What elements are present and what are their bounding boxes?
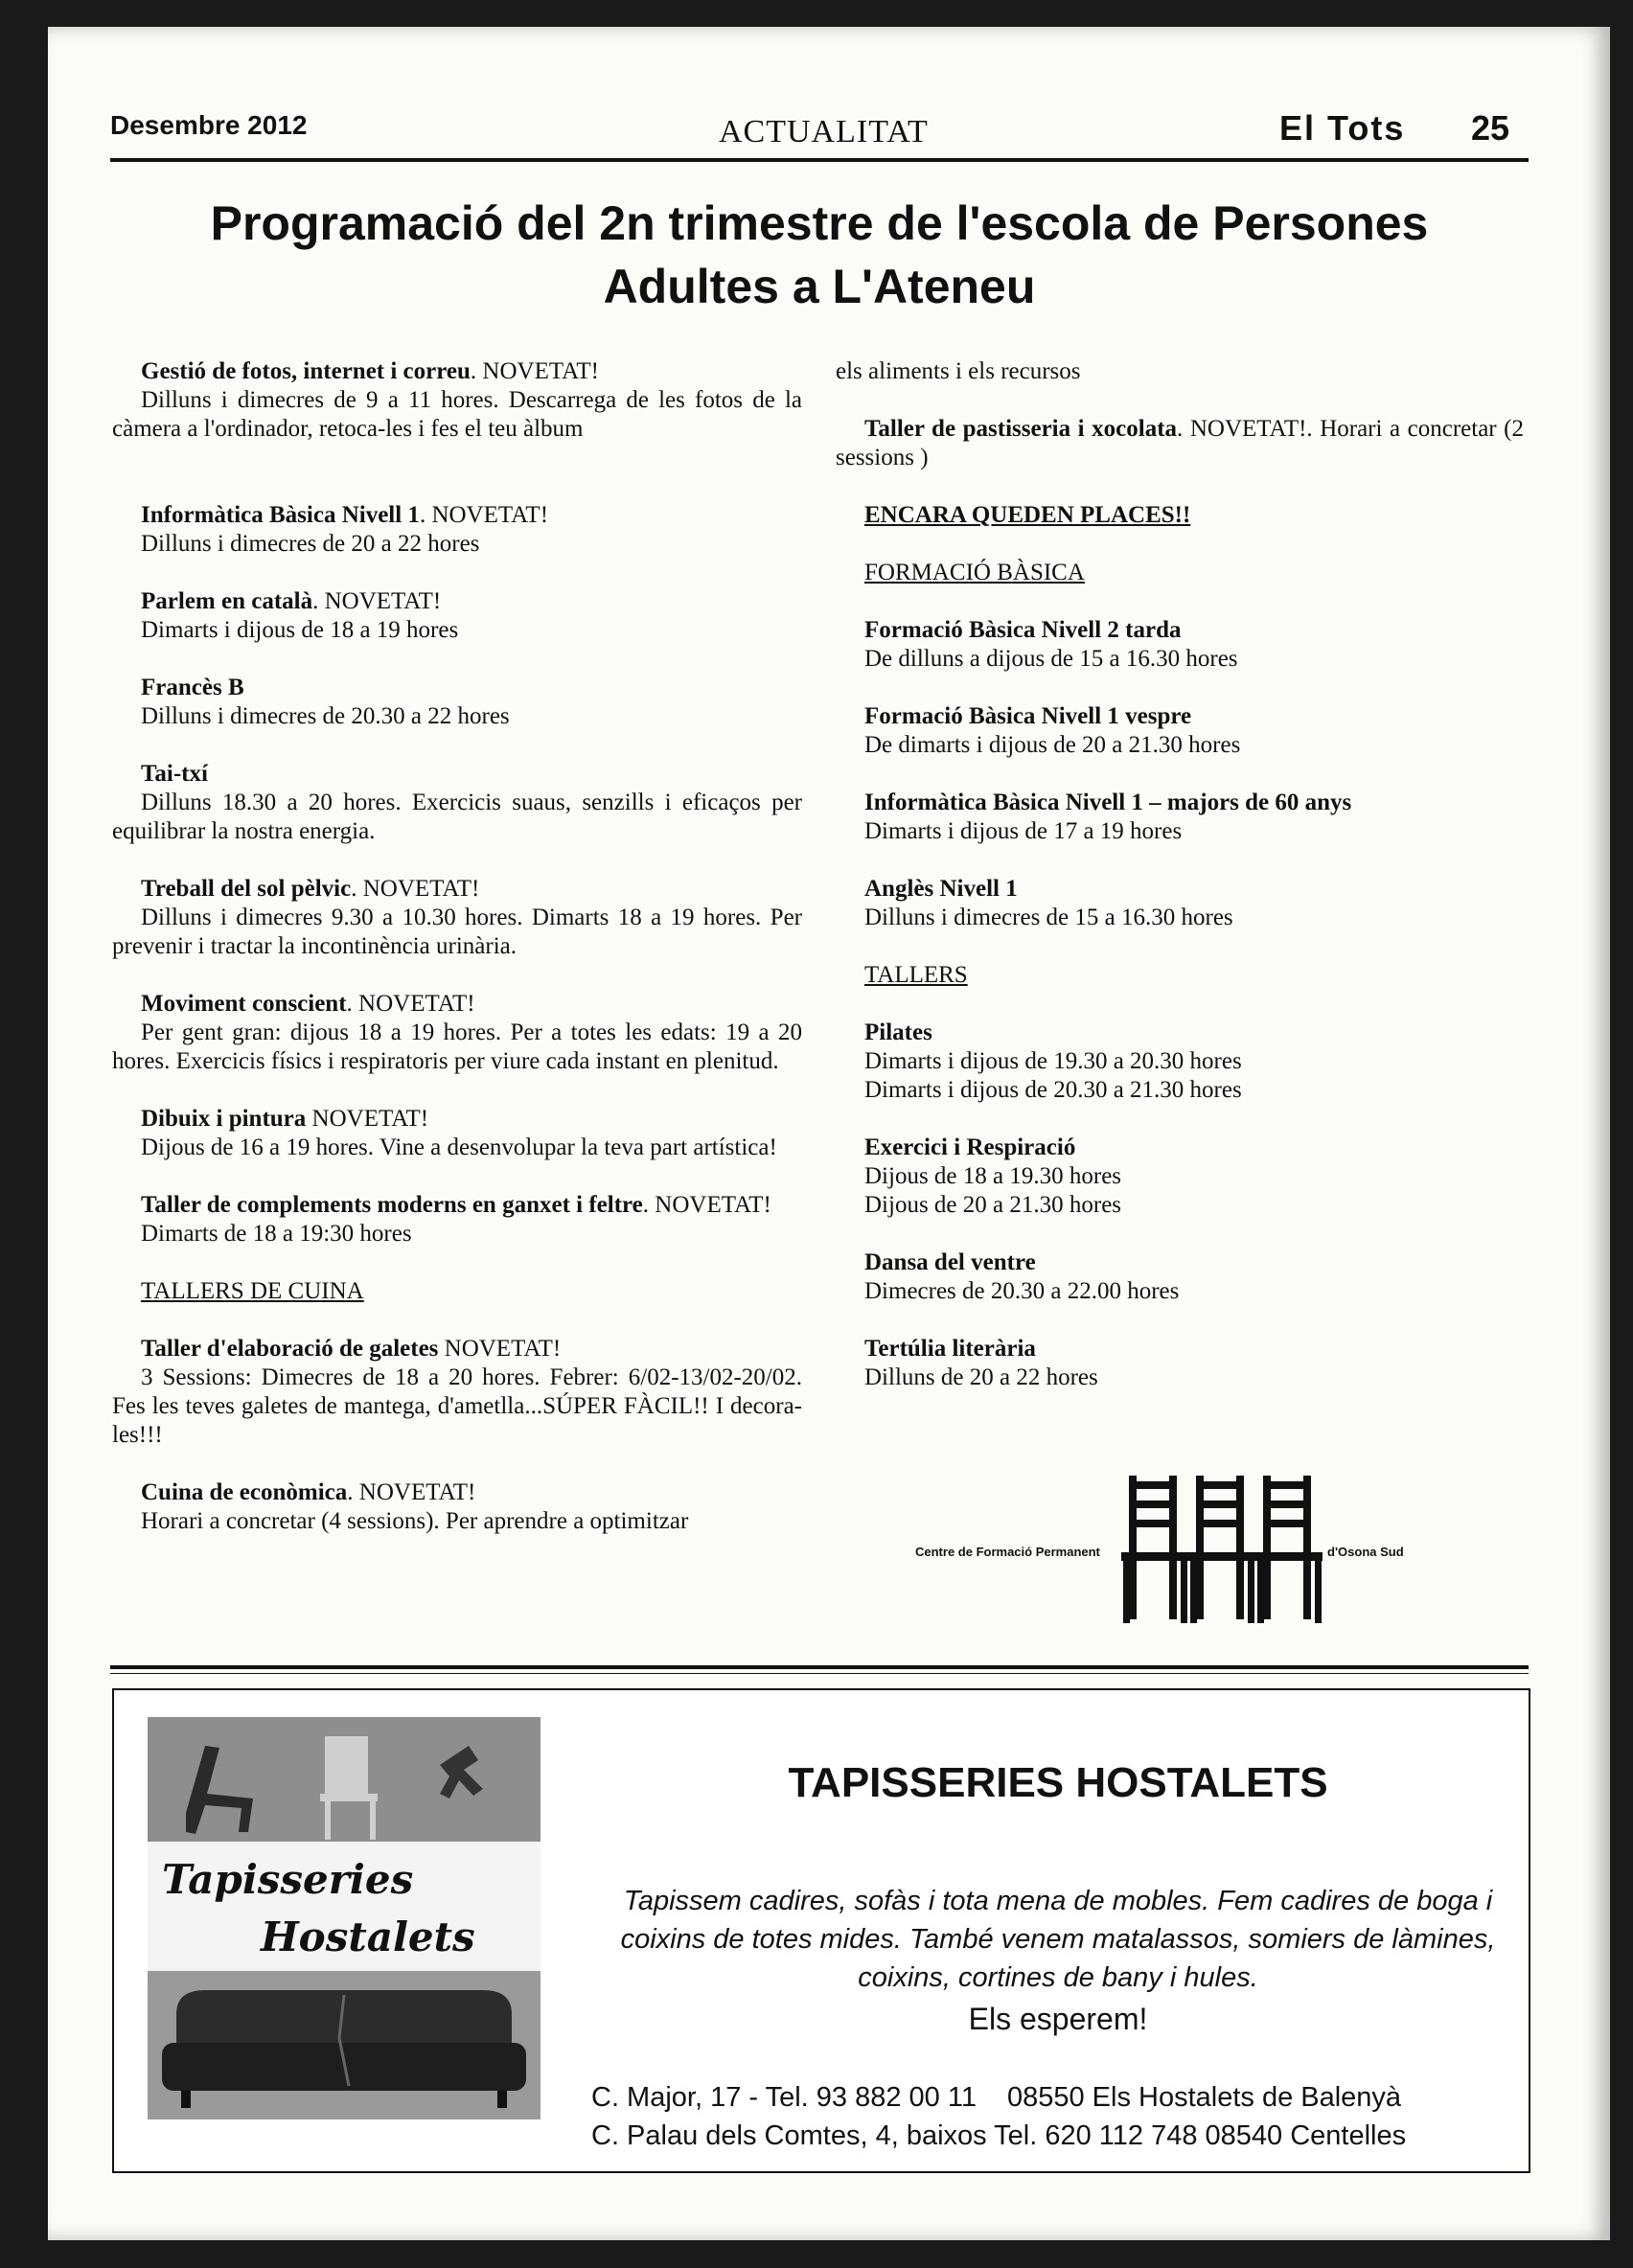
course-title: Taller de pastisseria i xocolata bbox=[864, 416, 1178, 442]
course-desc: De dilluns a dijous de 15 a 16.30 hores bbox=[864, 646, 1238, 672]
course-entry bbox=[112, 357, 802, 444]
left-column bbox=[112, 357, 802, 1565]
article-title-line1: Programació del 2n trimestre de l'escola de Persones bbox=[210, 196, 1429, 250]
course-entry bbox=[836, 415, 1524, 472]
course-title: Treball del sol pèlvic bbox=[141, 876, 352, 902]
ad-logo-line2: Hostalets bbox=[261, 1913, 475, 1960]
course-title: Taller de complements moderns en ganxet i feltre bbox=[141, 1192, 643, 1218]
course-tag: . NOVETAT! bbox=[351, 876, 480, 902]
course-tag: . NOVETAT! bbox=[642, 1192, 771, 1218]
course-tag: . NOVETAT! bbox=[312, 588, 442, 614]
course-title: Formació Bàsica Nivell 1 vespre bbox=[864, 703, 1192, 729]
advertisement bbox=[112, 1688, 1530, 2173]
ad-logo-image bbox=[148, 1717, 540, 2119]
course-desc: Dimarts i dijous de 20.30 a 21.30 hores bbox=[864, 1077, 1242, 1103]
course-entry bbox=[112, 1105, 802, 1162]
chairs-icon bbox=[1121, 1476, 1322, 1629]
course-desc: Dijous de 18 a 19.30 hores bbox=[864, 1163, 1122, 1189]
course-entry bbox=[112, 501, 802, 559]
course-desc: Dimarts i dijous de 17 a 19 hores bbox=[864, 818, 1183, 844]
course-entry bbox=[836, 616, 1524, 674]
article-title bbox=[110, 192, 1529, 318]
course-desc: Dilluns i dimecres de 20.30 a 22 hores bbox=[141, 703, 510, 729]
course-desc: Dijous de 16 a 19 hores. Vine a desenvolupar la teva part artística! bbox=[141, 1134, 777, 1160]
course-title: Cuina de econòmica bbox=[141, 1479, 348, 1505]
magazine-name: El Tots bbox=[1279, 108, 1406, 148]
course-title: Informàtica Bàsica Nivell 1 bbox=[141, 502, 420, 528]
course-entry bbox=[836, 875, 1524, 932]
course-title: Dibuix i pintura bbox=[141, 1106, 307, 1132]
course-title: Exercici i Respiració bbox=[864, 1134, 1076, 1160]
course-entry bbox=[836, 1019, 1524, 1105]
course-entry bbox=[836, 1249, 1524, 1306]
course-title: Dansa del ventre bbox=[864, 1249, 1036, 1275]
course-title: Parlem en català bbox=[141, 588, 313, 614]
course-entry bbox=[836, 1335, 1524, 1392]
course-desc: Dilluns i dimecres de 20 a 22 hores bbox=[141, 531, 480, 557]
article-title-line2: Adultes a L'Ateneu bbox=[603, 260, 1036, 313]
continued-text: els aliments i els recursos bbox=[836, 358, 1081, 384]
course-desc: Dimecres de 20.30 a 22.00 hores bbox=[864, 1278, 1180, 1304]
course-entry bbox=[112, 1191, 802, 1249]
course-tag: . NOVETAT! bbox=[470, 358, 599, 384]
ad-title: TAPISSERIES HOSTALETS bbox=[788, 1759, 1328, 1806]
cuina-heading: TALLERS DE CUINA bbox=[141, 1278, 364, 1304]
course-desc: De dimarts i dijous de 20 a 21.30 hores bbox=[864, 732, 1241, 758]
course-desc: Dilluns i dimecres 9.30 a 10.30 hores. Dimarts 18 a 19 hores. Per prevenir i tractar la incontinència urinària. bbox=[112, 905, 802, 959]
course-entry bbox=[836, 702, 1524, 760]
ad-description: Tapissem cadires, sofàs i tota mena de mobles. Fem cadires de boga i coixins de totes mides. També venem matalassos, somiers de làmines, coixins, cortines de bany i hules. bbox=[620, 1886, 1496, 1993]
chair-photos-icon bbox=[148, 1717, 540, 1842]
course-desc: Dilluns i dimecres de 9 a 11 hores. Descarrega de les fotos de la càmera a l'ordinador, retoca-les i fes el teu àlbum bbox=[112, 387, 802, 442]
places-heading: ENCARA QUEDEN PLACES!! bbox=[864, 502, 1191, 528]
course-desc: Dilluns de 20 a 22 hores bbox=[864, 1364, 1098, 1390]
course-desc: Dimarts i dijous de 19.30 a 20.30 hores bbox=[864, 1048, 1242, 1074]
right-column bbox=[836, 357, 1524, 1421]
course-entry bbox=[836, 789, 1524, 846]
course-title: Gestió de fotos, internet i correu bbox=[141, 358, 471, 384]
course-desc: Dilluns i dimecres de 15 a 16.30 hores bbox=[864, 905, 1233, 930]
page-header bbox=[110, 101, 1529, 162]
course-tag: . NOVETAT! bbox=[419, 502, 549, 528]
ad-address-2: C. Palau dels Comtes, 4, baixos Tel. 620 112 748 08540 Centelles bbox=[591, 2120, 1407, 2151]
course-entry bbox=[112, 587, 802, 645]
section-divider-thin bbox=[110, 1673, 1529, 1674]
course-entry bbox=[112, 760, 802, 846]
section-divider bbox=[110, 1665, 1529, 1669]
course-tag: NOVETAT! bbox=[306, 1106, 429, 1132]
course-title: Taller d'elaboració de galetes bbox=[141, 1336, 439, 1362]
course-title: Francès B bbox=[141, 675, 244, 700]
cfp-logo-text-left: Centre de Formació Permanent bbox=[915, 1545, 1100, 1559]
course-tag: NOVETAT! bbox=[438, 1336, 562, 1362]
sofa-icon bbox=[148, 1971, 540, 2119]
ad-address-1a: C. Major, 17 - Tel. 93 882 00 11 bbox=[591, 2082, 977, 2113]
course-tag: . NOVETAT!. Horari a concretar (2 sessions ) bbox=[836, 416, 1525, 470]
course-title: Tai-txí bbox=[141, 761, 208, 787]
course-entry bbox=[112, 990, 802, 1076]
course-title: Pilates bbox=[864, 1019, 932, 1045]
basica-heading: FORMACIÓ BÀSICA bbox=[864, 560, 1085, 585]
ad-cta: Els esperem! bbox=[968, 2002, 1148, 2036]
course-desc: Dimarts i dijous de 18 a 19 hores bbox=[141, 617, 459, 643]
issue-date: Desembre 2012 bbox=[110, 110, 308, 140]
course-entry bbox=[836, 1134, 1524, 1220]
course-tag: . NOVETAT! bbox=[346, 991, 475, 1017]
course-entry bbox=[112, 674, 802, 731]
course-desc: Dijous de 20 a 21.30 hores bbox=[864, 1192, 1122, 1218]
course-title: Informàtica Bàsica Nivell 1 – majors de 60 anys bbox=[864, 790, 1352, 815]
course-title: Moviment conscient bbox=[141, 991, 347, 1017]
course-entry bbox=[112, 1335, 802, 1450]
course-title: Formació Bàsica Nivell 2 tarda bbox=[864, 617, 1182, 643]
ad-address-1b: 08550 Els Hostalets de Balenyà bbox=[1006, 2082, 1402, 2113]
course-entry bbox=[112, 1478, 802, 1536]
course-title: Anglès Nivell 1 bbox=[864, 876, 1018, 902]
ad-logo-line1: Tapisseries bbox=[162, 1856, 414, 1903]
course-desc: Dimarts de 18 a 19:30 hores bbox=[141, 1221, 412, 1247]
page-number: 25 bbox=[1471, 108, 1510, 148]
cfp-logo-text-right: d'Osona Sud bbox=[1327, 1545, 1404, 1559]
course-desc: 3 Sessions: Dimecres de 18 a 20 hores. Febrer: 6/02-13/02-20/02. Fes les teves galetes de mantega, d'ametlla...SÚPER FÀCIL!! I decora-les!!! bbox=[112, 1364, 802, 1448]
course-desc: Dilluns 18.30 a 20 hores. Exercicis suaus, senzills i eficaços per equilibrar la nostra energia. bbox=[112, 790, 802, 844]
course-desc: Horari a concretar (4 sessions). Per aprendre a optimitzar bbox=[141, 1508, 689, 1534]
cfp-logo bbox=[915, 1476, 1452, 1629]
section-name: ACTUALITAT bbox=[719, 114, 929, 149]
course-title: Tertúlia literària bbox=[864, 1336, 1036, 1362]
course-entry bbox=[112, 875, 802, 961]
course-desc: Per gent gran: dijous 18 a 19 hores. Per a totes les edats: 19 a 20 hores. Exercicis físics i respiratoris per viure cada instant en plenitud. bbox=[112, 1019, 802, 1074]
ad-addresses bbox=[574, 2078, 1513, 2155]
course-tag: . NOVETAT! bbox=[347, 1479, 476, 1505]
tallers-heading: TALLERS bbox=[864, 962, 968, 988]
